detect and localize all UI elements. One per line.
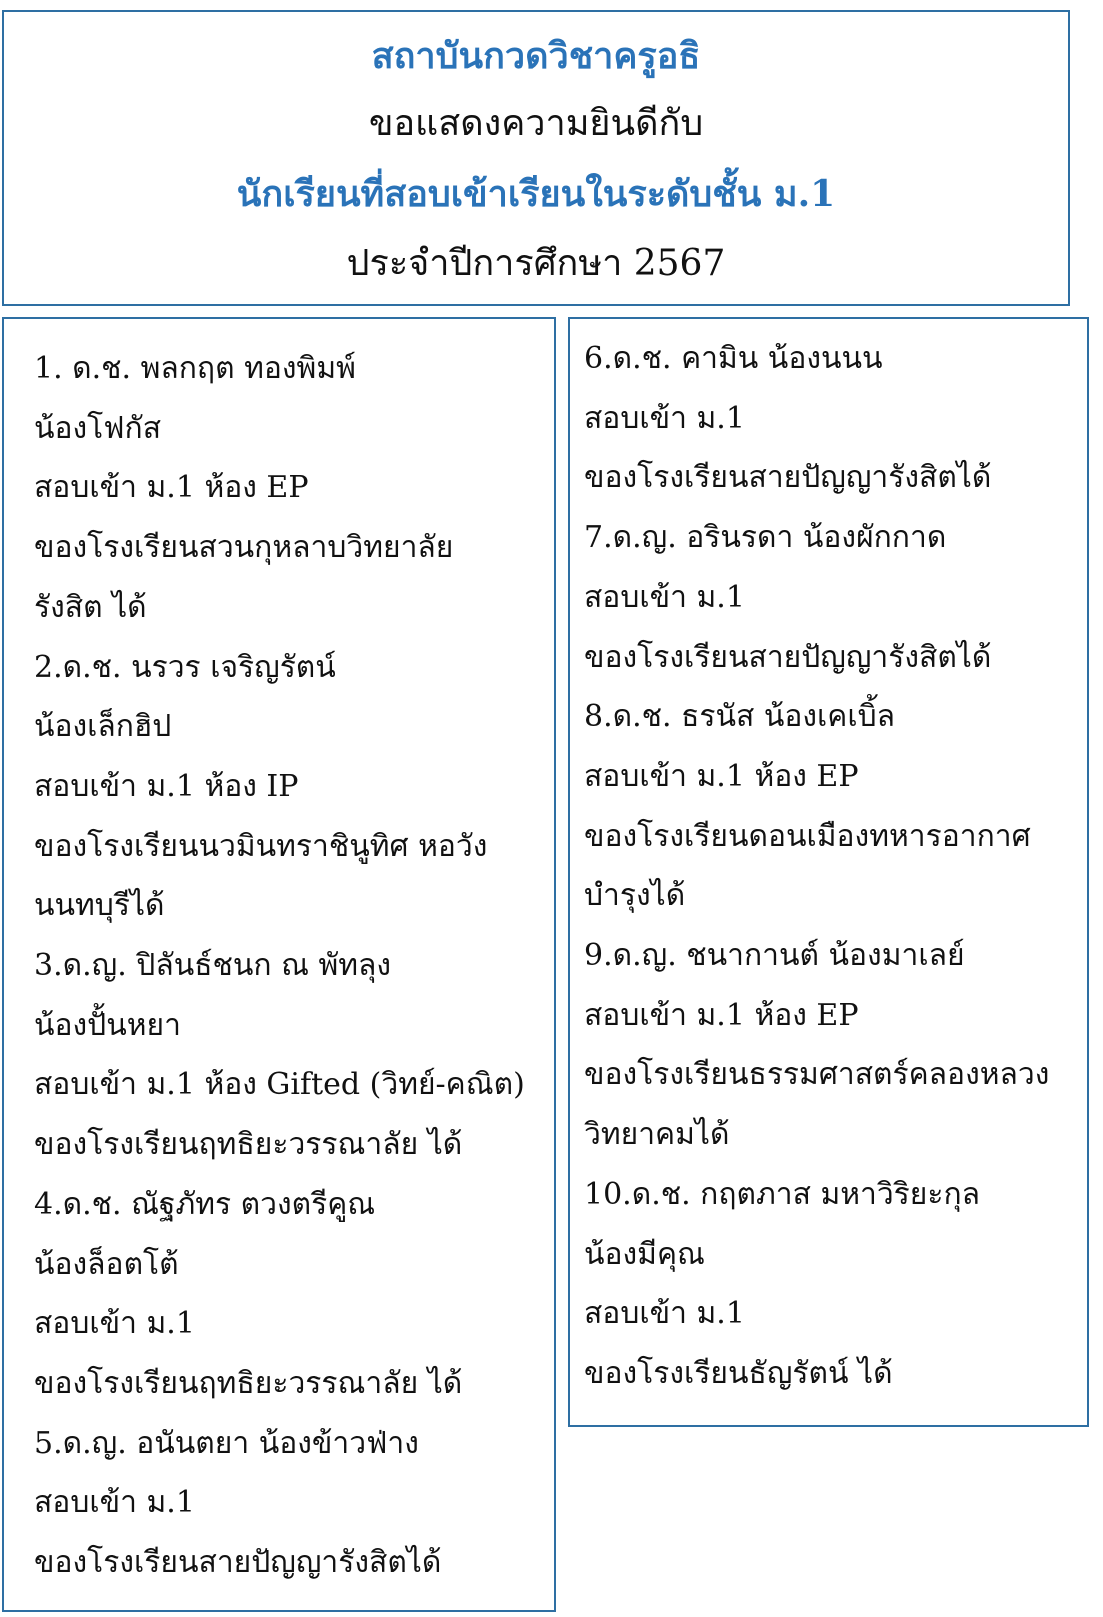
- list-item: 1. ด.ช. พลกฤต ทองพิมพ์: [34, 351, 356, 386]
- list-item: สอบเข้า ม.1 ห้อง EP: [584, 997, 859, 1033]
- academic-year: ประจำปีการศึกษา 2567: [346, 243, 726, 284]
- list-item: น้องปั้นหยา: [34, 1007, 181, 1043]
- list-item: รังสิต ได้: [34, 589, 147, 625]
- list-item: 10.ด.ช. กฤตภาส มหาวิริยะกุล: [584, 1176, 981, 1212]
- list-item: น้องเล็กฮิป: [34, 709, 172, 745]
- list-item: สอบเข้า ม.1: [584, 579, 745, 615]
- list-item: ของโรงเรียนฤทธิยะวรรณาลัย ได้: [34, 1127, 463, 1163]
- list-item: สอบเข้า ม.1: [584, 1296, 745, 1332]
- institute-name: สถาบันกวดวิชาครูอธิ: [371, 35, 701, 77]
- congratulations-text: ขอแสดงความยินดีกับ: [368, 103, 704, 144]
- list-item: ของโรงเรียนสายปัญญารังสิตได้: [584, 460, 992, 496]
- list-item: สอบเข้า ม.1 ห้อง EP: [584, 758, 859, 794]
- list-item: สอบเข้า ม.1: [34, 1485, 195, 1521]
- list-item: สอบเข้า ม.1 ห้อง IP: [34, 768, 299, 804]
- left-student-panel: [2, 317, 556, 1612]
- list-item: 7.ด.ญ. อรินรดา น้องผักกาด: [584, 520, 947, 556]
- list-item: น้องมีคุณ: [584, 1236, 705, 1272]
- list-item: 4.ด.ช. ณัฐภัทร ตวงตรีคูณ: [34, 1186, 376, 1222]
- list-item: ของโรงเรียนธัญรัตน์ ได้: [584, 1355, 893, 1391]
- list-item: ของโรงเรียนฤทธิยะวรรณาลัย ได้: [34, 1365, 463, 1401]
- list-item: ของโรงเรียนธรรมศาสตร์คลองหลวง: [584, 1057, 1050, 1093]
- list-item: 3.ด.ญ. ปิลันธ์ชนก ณ พัทลุง: [34, 948, 392, 984]
- list-item: วิทยาคมได้: [584, 1117, 730, 1153]
- list-item: บำรุงได้: [584, 878, 686, 914]
- list-item: 8.ด.ช. ธรนัส น้องเคเบิ้ล: [584, 699, 896, 735]
- list-item: 9.ด.ญ. ชนากานต์ น้องมาเลย์: [584, 938, 965, 974]
- right-student-list: [584, 329, 1049, 1404]
- header-box: [2, 10, 1070, 306]
- right-student-panel: [568, 317, 1089, 1427]
- list-item: ของโรงเรียนดอนเมืองทหารอากาศ: [584, 818, 1031, 854]
- list-item: 5.ด.ญ. อนันตยา น้องข้าวฟ่าง: [34, 1425, 419, 1461]
- list-item: ของโรงเรียนสายปัญญารังสิตได้: [584, 639, 992, 675]
- list-item: สอบเข้า ม.1: [584, 400, 745, 436]
- list-item: น้องล็อตโต้: [34, 1246, 179, 1282]
- list-item: 6.ด.ช. คามิน น้องนนน: [584, 341, 883, 376]
- list-item: สอบเข้า ม.1: [34, 1306, 195, 1342]
- headline: นักเรียนที่สอบเข้าเรียนในระดับชั้น ม.1: [236, 173, 836, 215]
- list-item: ของโรงเรียนสวนกุหลาบวิทยาลัย: [34, 530, 454, 566]
- list-item: นนทบุรีได้: [34, 888, 165, 924]
- list-item: น้องโฟกัส: [34, 410, 162, 446]
- list-item: 2.ด.ช. นรวร เจริญรัตน์: [34, 649, 336, 685]
- list-item: ของโรงเรียนนวมินทราชินูทิศ หอวัง: [34, 828, 488, 864]
- list-item: สอบเข้า ม.1 ห้อง Gifted (วิทย์-คณิต): [34, 1067, 525, 1103]
- list-item: ของโรงเรียนสายปัญญารังสิตได้: [34, 1545, 442, 1581]
- left-student-list: [34, 339, 525, 1593]
- list-item: สอบเข้า ม.1 ห้อง EP: [34, 470, 309, 506]
